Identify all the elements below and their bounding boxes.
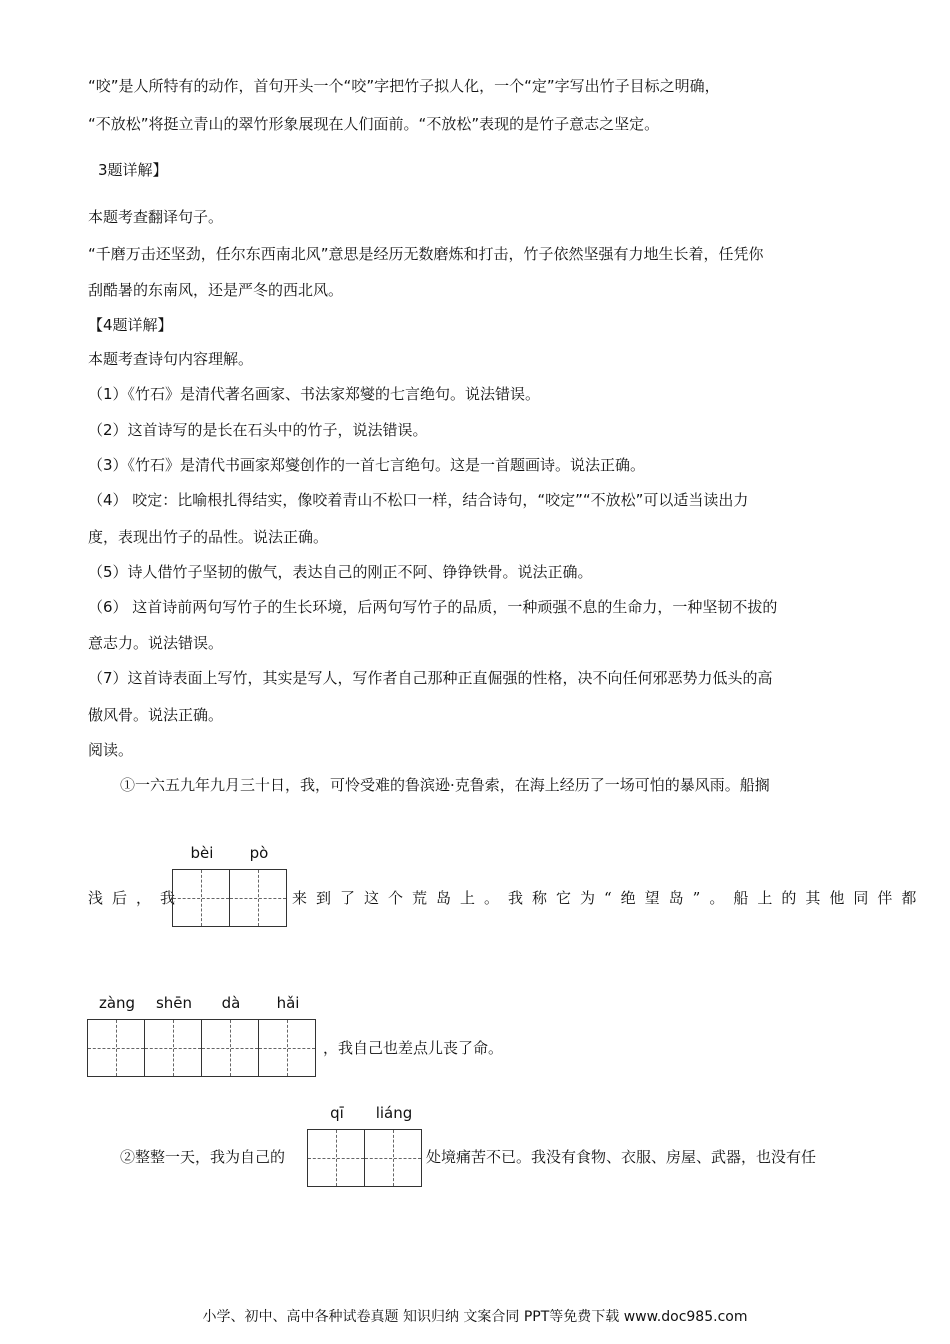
paragraph-line: “千磨万击还坚劲，任尔东西南北风”意思是经历无数磨炼和打击，竹子依然坚强有力地生长着，任凭你	[88, 245, 764, 263]
passage-line: 浅后，我	[88, 889, 185, 907]
pinyin-writing-grid	[172, 844, 286, 927]
writing-box[interactable]	[307, 1104, 365, 1187]
pinyin-label: shēn	[155, 994, 193, 1012]
pinyin-label: dà	[221, 994, 241, 1012]
list-item: （4） 咬定：比喻根扎得结实，像咬着青山不松口一样，结合诗句，“咬定”“不放松”可以适当读出力	[88, 491, 749, 509]
passage-line: ①一六五九年九月三十日，我，可怜受难的鲁滨逊·克鲁索，在海上经历了一场可怕的暴风雨。船搁	[120, 776, 770, 794]
passage-line: 处境痛苦不已。我没有食物、衣服、房屋、武器，也没有任	[426, 1148, 817, 1166]
writing-box[interactable]	[87, 994, 145, 1077]
paragraph-line: “咬”是人所特有的动作，首句开头一个“咬”字把竹子拟人化，一个“定”字写出竹子目标之明确，	[88, 77, 720, 95]
pinyin-label: pò	[249, 844, 269, 862]
passage-line: ②整整一天，我为自己的	[120, 1148, 286, 1166]
list-item-continued: 度，表现出竹子的品性。说法正确。	[88, 528, 329, 546]
writing-box[interactable]	[172, 844, 230, 927]
q3-intro: 本题考查翻译句子。	[88, 208, 224, 226]
writing-box[interactable]	[258, 994, 316, 1077]
writing-box[interactable]	[144, 994, 202, 1077]
pinyin-label: bèi	[190, 844, 214, 862]
reading-label: 阅读。	[88, 741, 134, 759]
q4-intro: 本题考查诗句内容理解。	[88, 350, 254, 368]
list-item: （6） 这首诗前两句写竹子的生长环境，后两句写竹子的品质，一种顽强不息的生命力，一种坚韧不拔的	[88, 598, 778, 616]
paragraph-line: 刮酷暑的东南风，还是严冬的西北风。	[88, 281, 344, 299]
q3-header: 3题详解】	[98, 161, 168, 179]
paragraph-line: “不放松”将挺立青山的翠竹形象展现在人们面前。“不放松”表现的是竹子意志之坚定。	[88, 115, 660, 133]
page-footer: 小学、初中、高中各种试卷真题 知识归纳 文案合同 PPT等免费下载 www.doc985.com	[202, 1309, 748, 1325]
q4-header: 【4题详解】	[88, 316, 173, 334]
pinyin-writing-grid	[87, 994, 315, 1077]
writing-box[interactable]	[364, 1104, 422, 1187]
passage-line: 来到了这个荒岛上。我称它为“绝望岛”。船上的其他同伴都	[292, 889, 926, 907]
writing-box[interactable]	[201, 994, 259, 1077]
list-item: （1）《竹石》是清代著名画家、书法家郑燮的七言绝句。说法错误。	[88, 385, 541, 403]
pinyin-label: zàng	[98, 994, 136, 1012]
list-item: （3）《竹石》是清代书画家郑燮创作的一首七言绝句。这是一首题画诗。说法正确。	[88, 456, 646, 474]
list-item: （5）诗人借竹子坚韧的傲气，表达自己的刚正不阿、铮铮铁骨。说法正确。	[88, 563, 593, 581]
list-item: （2）这首诗写的是长在石头中的竹子，说法错误。	[88, 421, 428, 439]
writing-box[interactable]	[229, 844, 287, 927]
pinyin-label: liáng	[375, 1104, 413, 1122]
list-item-continued: 意志力。说法错误。	[88, 634, 224, 652]
pinyin-label: hǎi	[276, 994, 300, 1012]
pinyin-label: qī	[330, 1104, 344, 1122]
list-item-continued: 傲风骨。说法正确。	[88, 706, 224, 724]
pinyin-writing-grid	[307, 1104, 421, 1187]
passage-line: ，我自己也差点儿丧了命。	[323, 1039, 504, 1057]
list-item: （7）这首诗表面上写竹，其实是写人，写作者自己那种正直倔强的性格，决不向任何邪恶势力低头的高	[88, 669, 773, 687]
